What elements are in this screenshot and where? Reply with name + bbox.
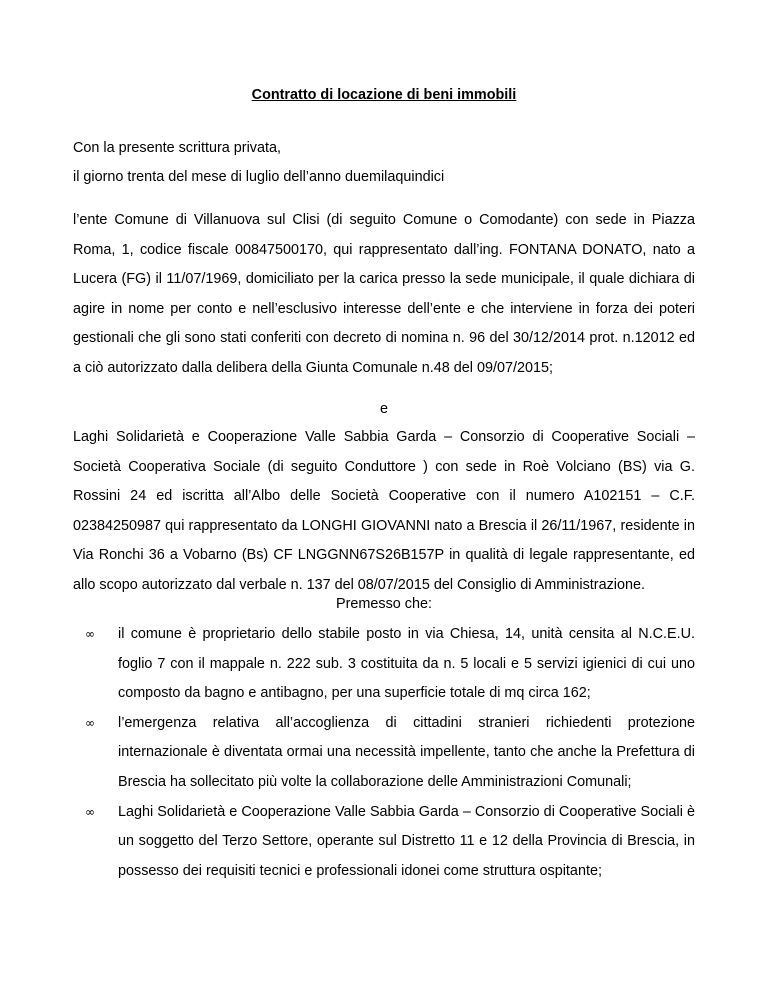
infinity-bullet-icon: ∞ [85, 627, 95, 641]
document-title: Contratto di locazione di beni immobili [251, 87, 517, 103]
party-cooperativa-paragraph: Laghi Solidarietà e Cooperazione Valle Sabbia Garda – Consorzio di Cooperative Sociali – Società Cooperativa Sociale (di seguito Conduttore ) con sede in Roè Volciano (BS) via G. Rossini 24 ed iscritta all’Albo delle Società Cooperative con il numero A102151 – C.F. 02384250987 qui rappresentato da LONGHI GIOVANNI nato a Brescia il 26/11/1967, residente in Via Ronchi 36 a Vobarno (Bs) CF LNGGNN67S26B157P in qualità di legale rappresentante, ed allo scopo autorizzato dal verbale n. 137 del 08/07/2015 del Consiglio di Amministrazione. [73, 429, 695, 593]
list-item [73, 709, 695, 798]
party-separator: e [379, 401, 388, 417]
intro-line: Con la presente scrittura privata, [73, 140, 281, 156]
premesso-list [73, 620, 695, 886]
intro-block [73, 134, 695, 192]
infinity-bullet-icon: ∞ [85, 804, 95, 819]
intro-line: il giorno trenta del mese di luglio dell’anno duemilaquindici [73, 169, 445, 185]
list-item [73, 798, 695, 887]
party-comune-paragraph: l’ente Comune di Villanuova sul Clisi (di seguito Comune o Comodante) con sede in Piazza Roma, 1, codice fiscale 00847500170, qui rappresentato dall’ing. FONTANA DONATO, nato a Lucera (FG) il 11/07/1969, domiciliato per la carica presso la sede municipale, il quale dichiara di agire in nome per conto e nell’esclusivo interesse dell’ente e che interviene in forza dei poteri gestionali che gli sono stati conferiti con decreto di nomina n. 96 del 30/12/2014 prot. n.12012 ed a ciò autorizzato dalla delibera della Giunta Comunale n.48 del 09/07/2015; [73, 212, 695, 376]
list-item-text: il comune è proprietario dello stabile posto in via Chiesa, 14, unità censita al N.C.E.U. foglio 7 con il mappale n. 222 sub. 3 costituita da n. 5 locali e 5 servizi igienici di cui uno composto da bagno e antibagno, per una superficie totale di mq circa 162; [118, 626, 695, 702]
premesso-heading: Premesso che: [336, 596, 432, 612]
infinity-bullet-icon: ∞ [85, 715, 95, 730]
list-item-text: Laghi Solidarietà e Cooperazione Valle Sabbia Garda – Consorzio di Cooperative Sociali è un soggetto del Terzo Settore, operante sul Distretto 11 e 12 della Provincia di Brescia, in possesso dei requisiti tecnici e professionali idonei come struttura ospitante; [118, 803, 695, 879]
list-item-text: l’emergenza relativa all’accoglienza di cittadini stranieri richiedenti protezione internazionale è diventata ormai una necessità impellente, tanto che anche la Prefettura di Brescia ha sollecitato più volte la collaborazione delle Amministrazioni Comunali; [118, 714, 695, 790]
list-item [73, 620, 695, 709]
